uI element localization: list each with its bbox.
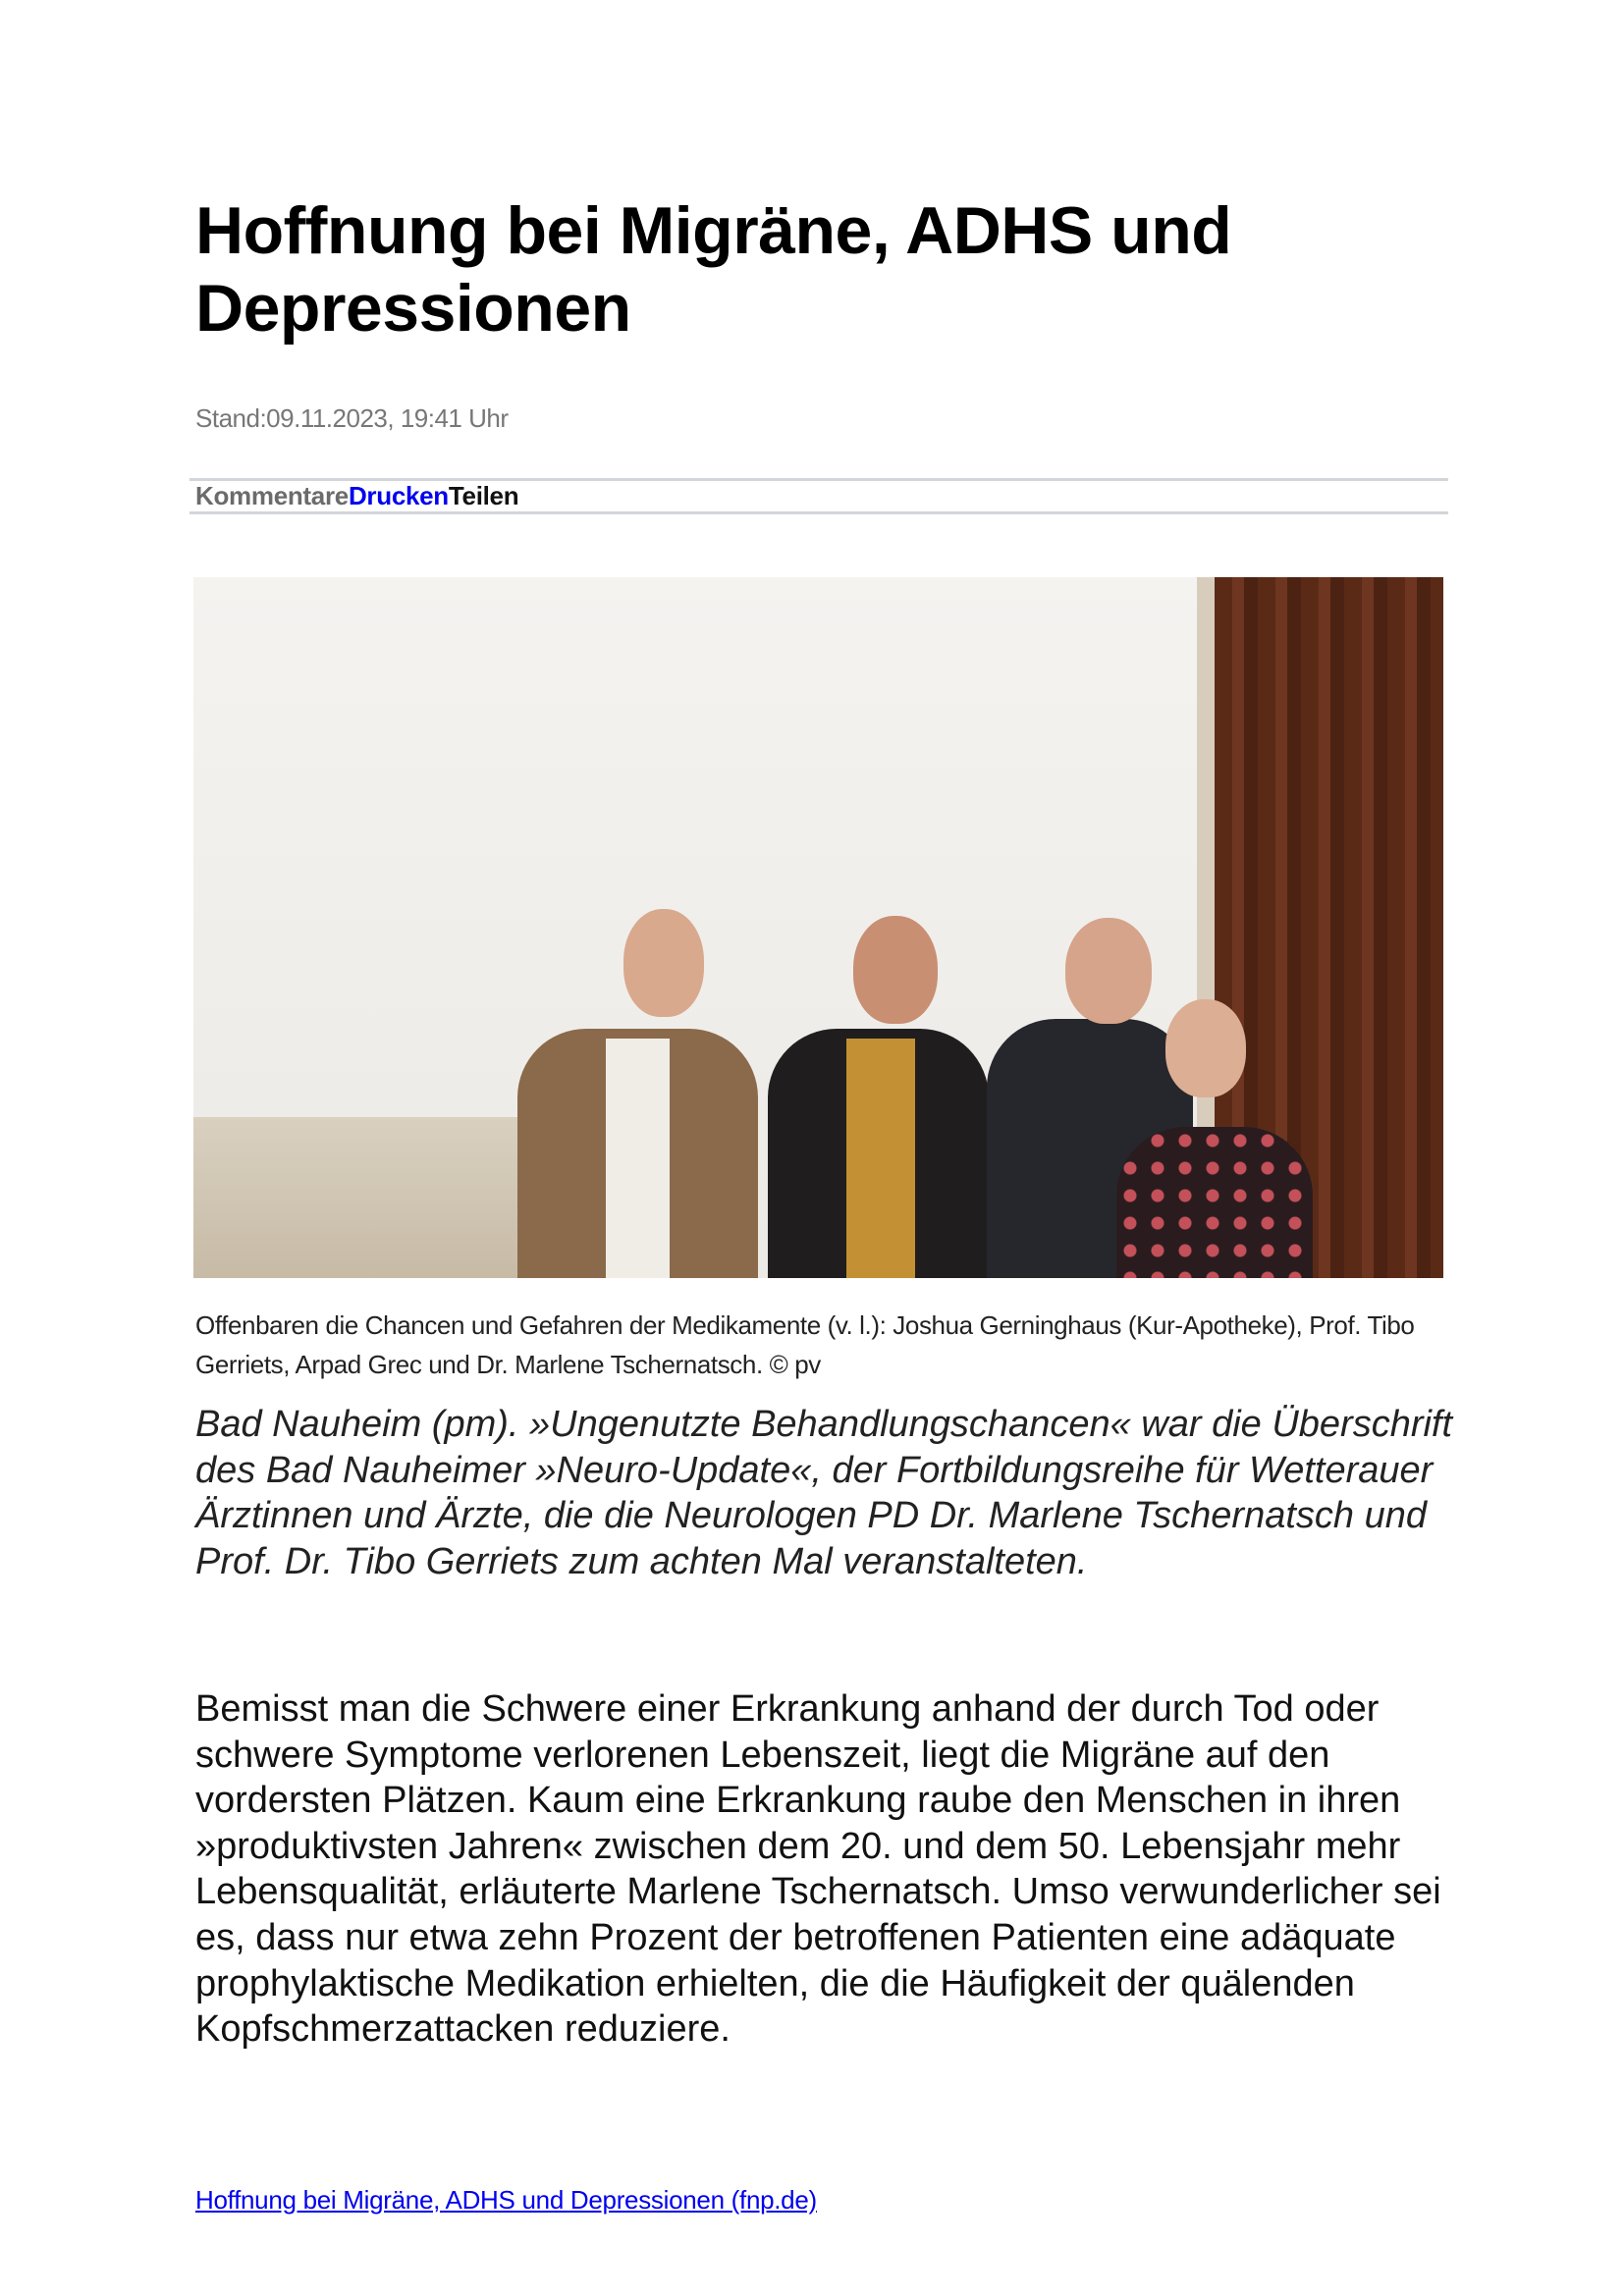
- divider: [189, 511, 1448, 514]
- article-body: Bemisst man die Schwere einer Erkrankung anhand der durch Tod oder schwere Symptome verlorenen Lebenszeit, liegt die Migräne auf den vordersten Plätzen. Kaum eine Erkrankung raube den Menschen in ihren »produktivsten Jahren« zwischen dem 20. und dem 50. Lebensjahr mehr Lebensqualität, erläuterte Marlene Tschernatsch. Umso verwunderlicher sei es, dass nur etwa zehn Prozent der betroffenen Patienten eine adäquate prophylaktische Medikation erhielten, die die Häufigkeit der quälenden Kopfschmerzattacken reduziere.: [195, 1688, 1441, 2051]
- print-link[interactable]: Drucken: [348, 481, 449, 510]
- photo-caption: Offenbaren die Chancen und Gefahren der Medikamente (v. l.): Joshua Gerninghaus (Kur-Apotheke), Prof. Tibo Gerriets, Arpad Grec und Dr. Marlene Tschernatsch. © pv: [195, 1310, 1415, 1379]
- article-title: Hoffnung bei Migräne, ADHS und Depressionen: [195, 193, 1232, 346]
- share-link[interactable]: Teilen: [448, 481, 519, 510]
- article-photo: [193, 577, 1443, 1278]
- comments-link[interactable]: Kommentare: [195, 481, 349, 510]
- timestamp: Stand:09.11.2023, 19:41 Uhr: [195, 403, 509, 433]
- source-link[interactable]: Hoffnung bei Migräne, ADHS und Depressionen (fnp.de): [195, 2185, 817, 2215]
- article-lead: Bad Nauheim (pm). »Ungenutzte Behandlungschancen« war die Überschrift des Bad Nauheimer »Neuro-Update«, der Fortbildungsreihe für Wetterauer Ärztinnen und Ärzte, die die Neurologen PD Dr. Marlene Tschernatsch und Prof. Dr. Tibo Gerriets zum achten Mal veranstalteten.: [195, 1404, 1453, 1582]
- article-actions: [195, 481, 518, 511]
